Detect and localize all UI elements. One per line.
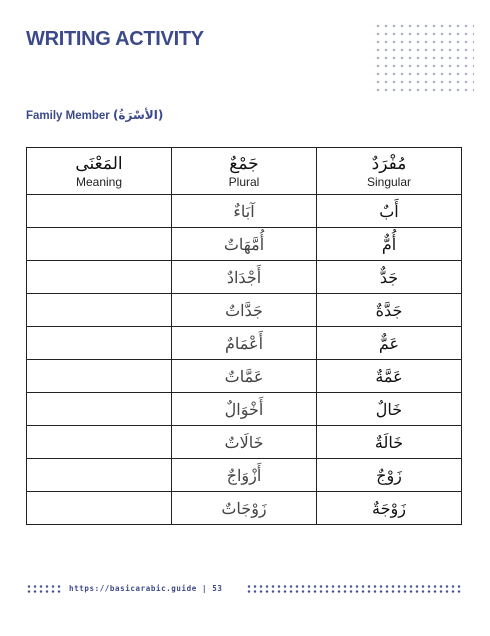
- section-subtitle: [26, 108, 163, 122]
- table-row: [27, 228, 462, 261]
- subtitle-arabic: (الأسْرَةُ): [112, 108, 164, 122]
- plural-cell: أُمَّهَاتٌ: [172, 228, 317, 261]
- table-row: [27, 360, 462, 393]
- footer-dots-right: [246, 584, 462, 594]
- header-english: Meaning: [75, 175, 123, 189]
- meaning-cell[interactable]: [27, 261, 172, 294]
- meaning-cell[interactable]: [27, 492, 172, 525]
- table-row: [27, 327, 462, 360]
- table-row: [27, 195, 462, 228]
- meaning-cell[interactable]: [27, 459, 172, 492]
- footer-dots-left: [26, 584, 62, 594]
- meaning-cell[interactable]: [27, 426, 172, 459]
- meaning-cell[interactable]: [27, 228, 172, 261]
- vocabulary-table: [26, 147, 462, 525]
- singular-cell: جَدٌّ: [317, 261, 462, 294]
- singular-cell: زَوْجَةٌ: [317, 492, 462, 525]
- plural-cell: أَخْوَالٌ: [172, 393, 317, 426]
- header-arabic: جَمْعٌ: [229, 154, 259, 174]
- table-row: [27, 459, 462, 492]
- header-singular: [317, 148, 462, 195]
- singular-cell: أُمٌّ: [317, 228, 462, 261]
- decorative-dot-grid: [374, 22, 474, 92]
- meaning-cell[interactable]: [27, 195, 172, 228]
- meaning-cell[interactable]: [27, 393, 172, 426]
- subtitle-english: Family Member: [26, 110, 110, 122]
- plural-cell: عَمَّاتٌ: [172, 360, 317, 393]
- singular-cell: خَالٌ: [317, 393, 462, 426]
- footer-url-page: https://basicarabic.guide | 53: [69, 584, 223, 593]
- header-arabic: مُفْرَدٌ: [371, 154, 407, 174]
- plural-cell: أَعْمَامٌ: [172, 327, 317, 360]
- table-row: [27, 393, 462, 426]
- plural-cell: جَدَّاتٌ: [172, 294, 317, 327]
- plural-cell: أَزْوَاجٌ: [172, 459, 317, 492]
- header-meaning: [27, 148, 172, 195]
- table-row: [27, 492, 462, 525]
- page-title: WRITING ACTIVITY: [26, 28, 204, 50]
- singular-cell: خَالَةٌ: [317, 426, 462, 459]
- singular-cell: عَمٌّ: [317, 327, 462, 360]
- table-row: [27, 294, 462, 327]
- plural-cell: خَالَاتٌ: [172, 426, 317, 459]
- table-row: [27, 261, 462, 294]
- header-english: Singular: [366, 175, 412, 189]
- header-english: Plural: [228, 175, 260, 189]
- table-header-row: [27, 148, 462, 195]
- header-plural: [172, 148, 317, 195]
- plural-cell: زَوْجَاتٌ: [172, 492, 317, 525]
- meaning-cell[interactable]: [27, 327, 172, 360]
- singular-cell: جَدَّةٌ: [317, 294, 462, 327]
- meaning-cell[interactable]: [27, 294, 172, 327]
- singular-cell: أَبٌ: [317, 195, 462, 228]
- meaning-cell[interactable]: [27, 360, 172, 393]
- header-arabic: المَعْنَى: [75, 154, 123, 174]
- singular-cell: زَوْجٌ: [317, 459, 462, 492]
- plural-cell: أَجْدَادٌ: [172, 261, 317, 294]
- plural-cell: آبَاءٌ: [172, 195, 317, 228]
- table-row: [27, 426, 462, 459]
- singular-cell: عَمَّةٌ: [317, 360, 462, 393]
